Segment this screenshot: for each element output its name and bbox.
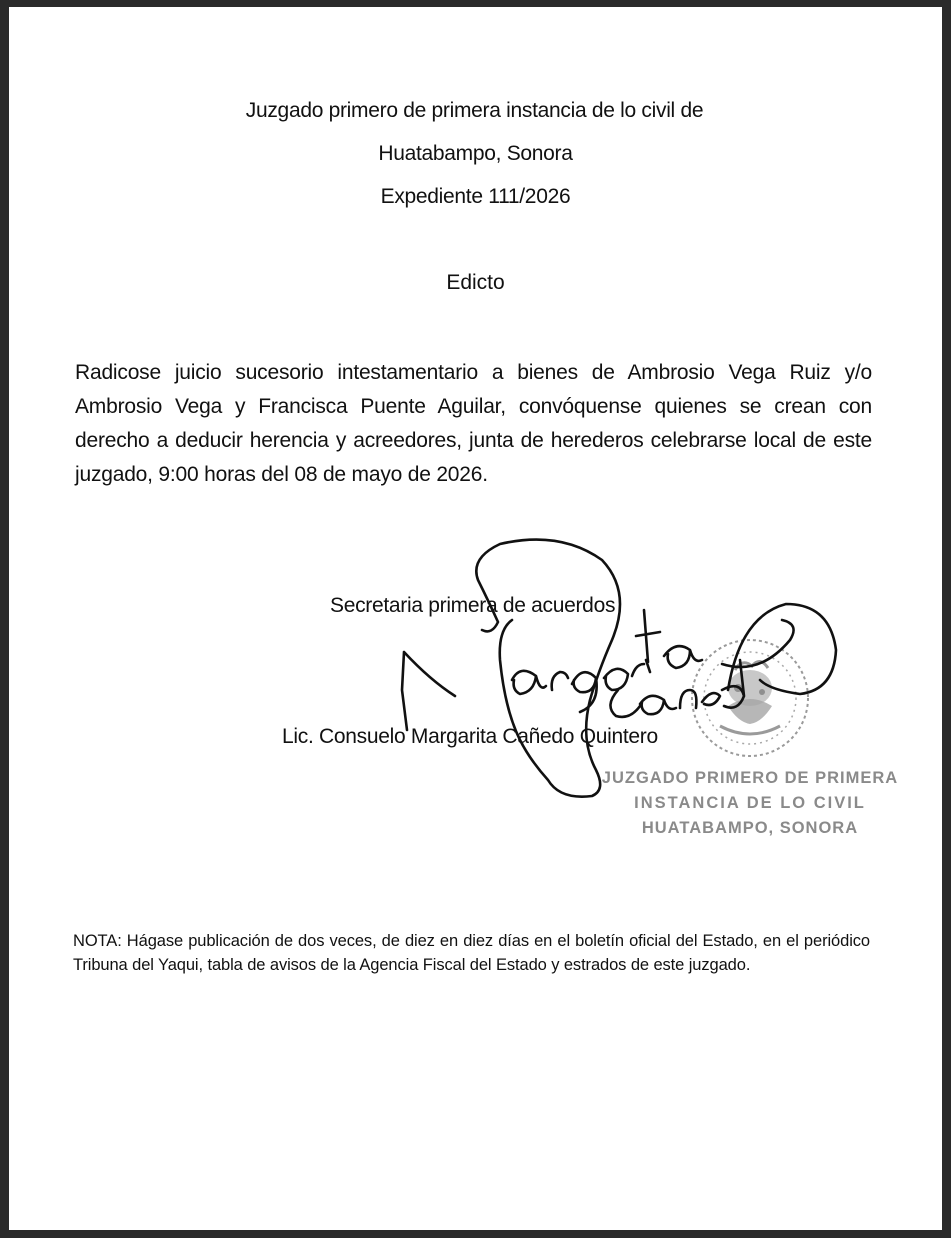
- publication-note: NOTA: Hágase publicación de dos veces, de diez en diez días en el boletín oficial del Estado, en el periódico Tribuna del Yaqui, tabla de avisos de la Agencia Fiscal del Estado y estrados de este juzgado.: [73, 932, 870, 974]
- signer-name: Lic. Consuelo Margarita Cañedo Quintero: [282, 725, 658, 748]
- court-name-line: Juzgado primero de primera instancia de lo civil de: [245, 99, 704, 122]
- signer-role: Secretaria primera de acuerdos: [330, 594, 616, 617]
- stamp-line-2: INSTANCIA DE LO CIVIL: [634, 794, 866, 812]
- document-title: Edicto: [446, 271, 505, 294]
- court-seal-icon: [680, 630, 820, 760]
- stamp-line-3: HUATABAMPO, SONORA: [641, 819, 859, 837]
- court-location-line: Huatabampo, Sonora: [378, 142, 573, 165]
- edict-body-paragraph: Radicose juicio sucesorio intestamentario a bienes de Ambrosio Vega Ruiz y/o Ambrosio Vega y Francisca Puente Aguilar, convóquense quienes se crean con derecho a deducir herencia y acreedores, junta de herederos celebrarse local de este juzgado, 9:00 horas del 08 de mayo de 2026.: [75, 361, 872, 486]
- stamp-line-1: JUZGADO PRIMERO DE PRIMERA: [601, 769, 899, 787]
- case-number-line: Expediente 111/2026: [380, 185, 571, 208]
